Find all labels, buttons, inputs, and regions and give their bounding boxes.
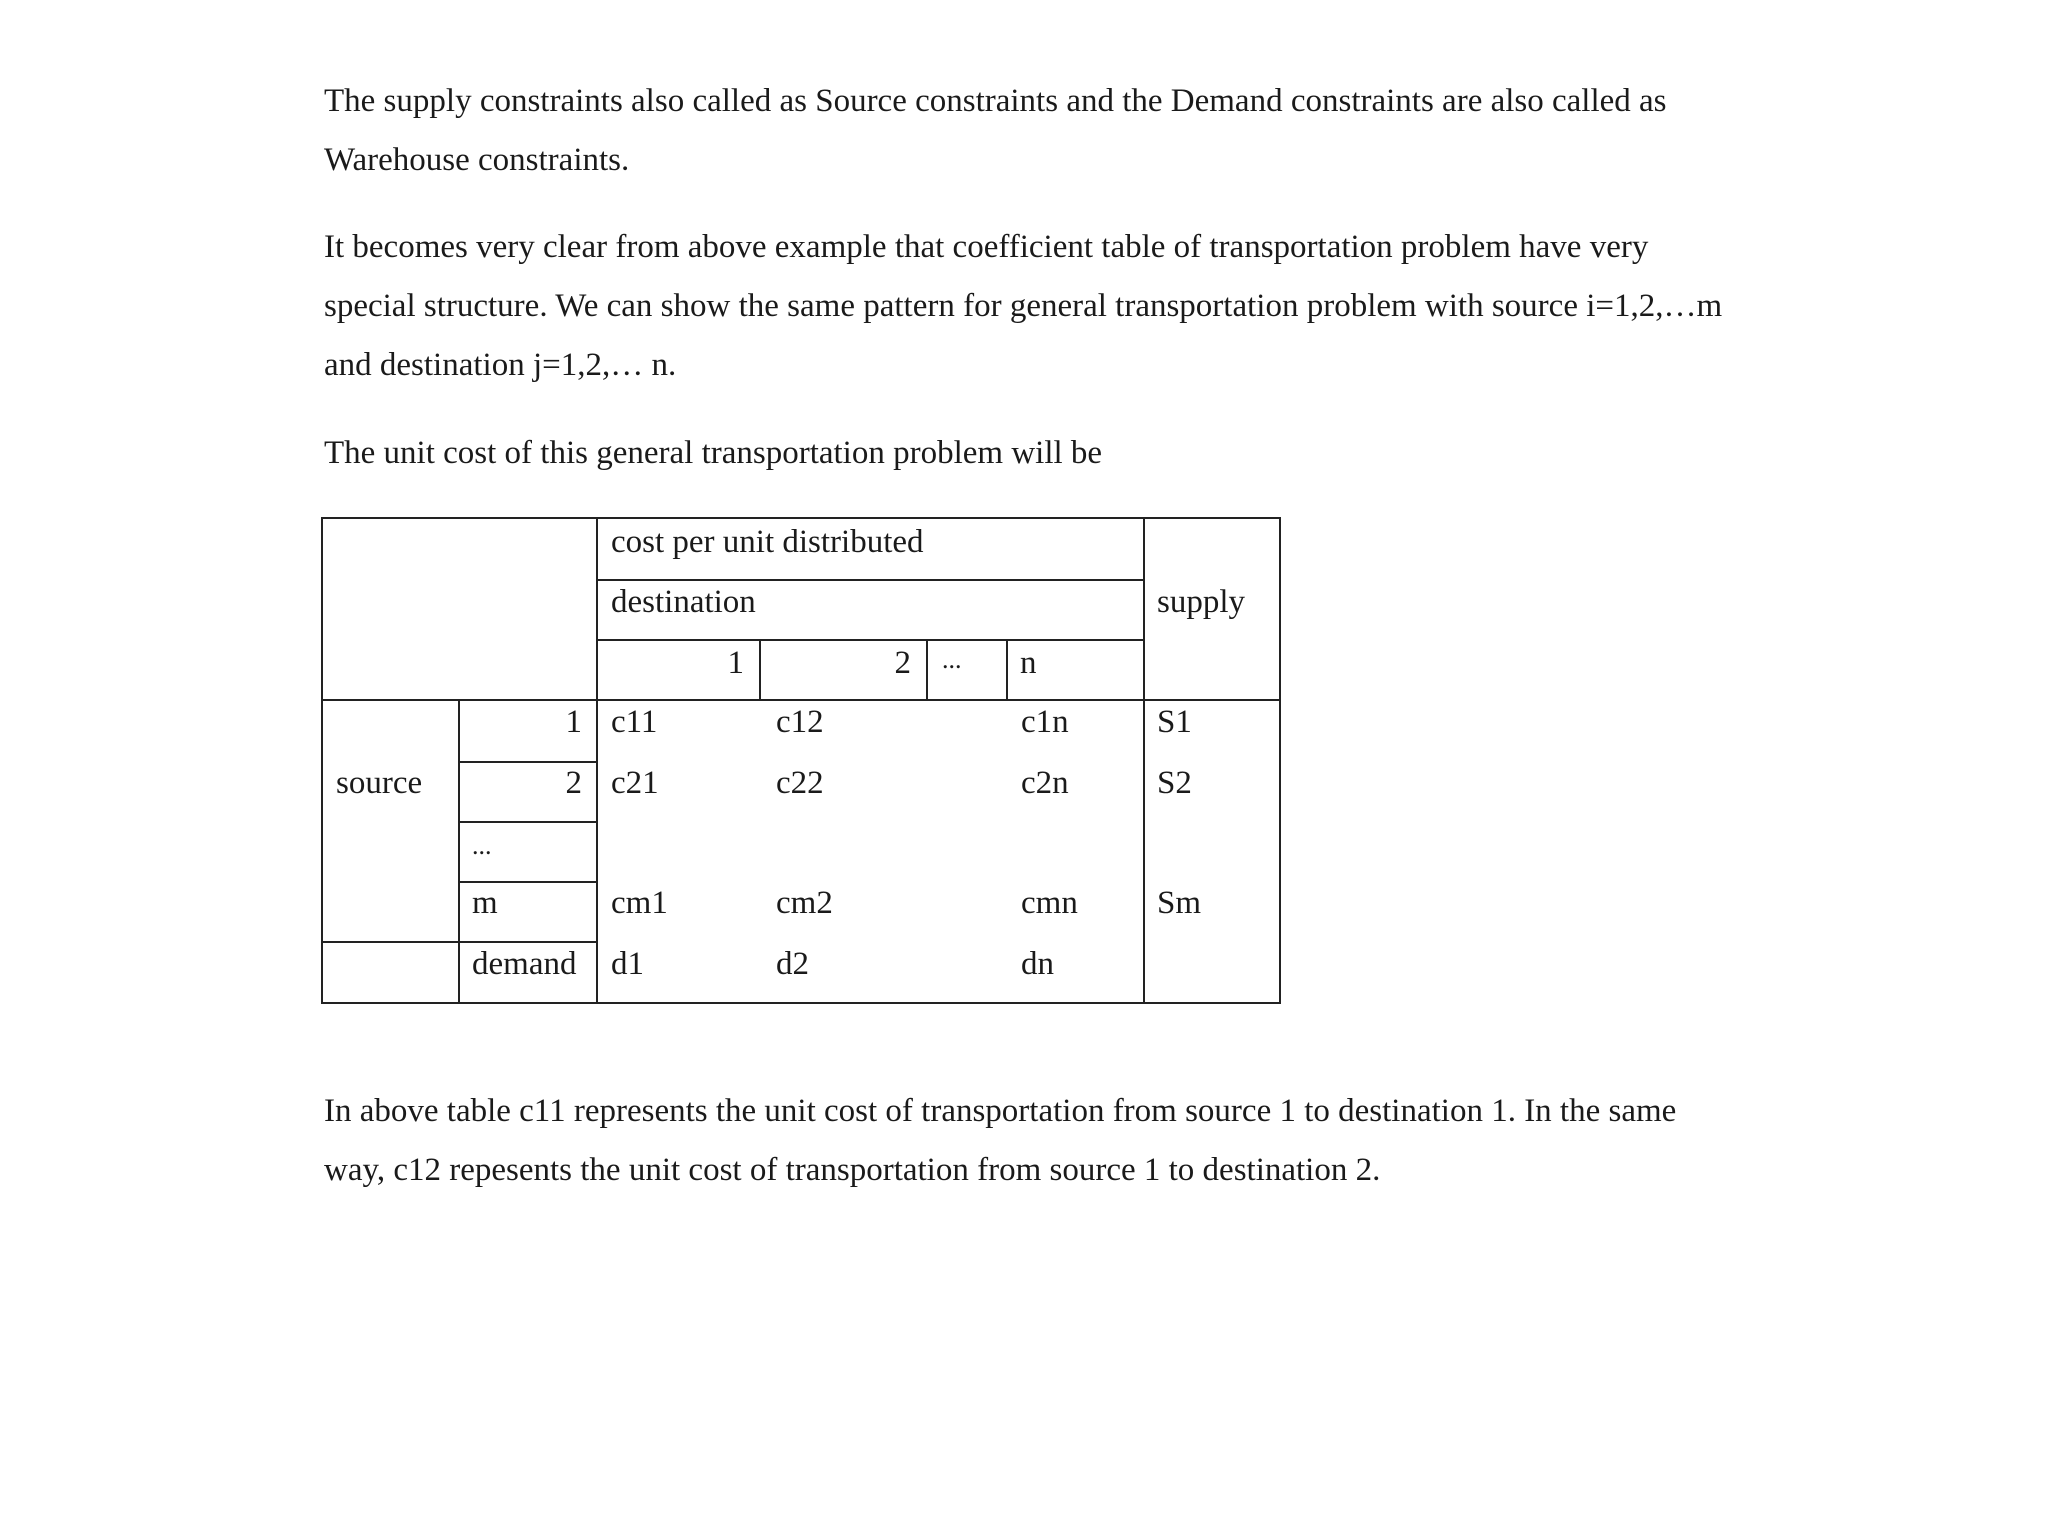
table-line — [596, 639, 1145, 641]
table-border-top — [321, 517, 1281, 519]
paragraph-unit-cost-intro: The unit cost of this general transportation problem will be — [324, 435, 1103, 471]
source-row-2: 2 — [565, 765, 582, 801]
table-line — [596, 579, 1145, 581]
cost-cell: c1n — [1021, 704, 1069, 740]
cost-cell: c2n — [1021, 765, 1069, 801]
table-line — [596, 517, 598, 1004]
table-line — [926, 639, 928, 701]
destination-header: destination — [611, 584, 756, 620]
demand-cell: d2 — [776, 946, 809, 982]
source-row-1: 1 — [565, 704, 582, 740]
table-border-left — [321, 517, 323, 1004]
cost-cell: c11 — [611, 704, 658, 740]
table-line — [759, 639, 761, 701]
table-line — [458, 821, 598, 823]
demand-label: demand — [472, 946, 577, 982]
cost-cell: c21 — [611, 765, 659, 801]
dest-col-n: n — [1020, 645, 1037, 681]
source-row-m: m — [472, 885, 498, 921]
demand-cell: dn — [1021, 946, 1054, 982]
table-border-right — [1279, 517, 1281, 1004]
cost-header: cost per unit distributed — [611, 524, 924, 560]
source-row-ellipsis: ... — [472, 831, 492, 860]
table-line — [321, 941, 598, 943]
table-line — [321, 699, 1281, 701]
supply-cell: S2 — [1157, 765, 1192, 801]
cost-cell: c12 — [776, 704, 824, 740]
dest-col-1: 1 — [727, 645, 744, 681]
cost-cell: cm1 — [611, 885, 668, 921]
table-border-bottom — [321, 1002, 1281, 1004]
table-line — [458, 699, 460, 1004]
supply-header: supply — [1157, 584, 1246, 620]
paragraph-supply-constraints: The supply constraints also called as Source constraints and the Demand constraints are also called as Warehouse constraints. — [324, 83, 1667, 178]
cost-cell: cm2 — [776, 885, 833, 921]
table-line — [1006, 639, 1008, 701]
demand-cell: d1 — [611, 946, 644, 982]
cost-cell: cmn — [1021, 885, 1078, 921]
supply-cell: S1 — [1157, 704, 1192, 740]
source-label: source — [336, 765, 423, 801]
paragraph-coefficient-structure: It becomes very clear from above example that coefficient table of transportation problem have very special structure. We can show the same pattern for general transportation problem with source i=1,2,…m and destination j=1,2,… n. — [324, 229, 1723, 383]
cost-cell: c22 — [776, 765, 824, 801]
table-line — [1143, 517, 1145, 1004]
paragraph-table-explanation: In above table c11 represents the unit cost of transportation from source 1 to destination 1. In the same way, c12 repesents the unit cost of transportation from source 1 to destination 2. — [324, 1093, 1677, 1188]
supply-cell: Sm — [1157, 885, 1202, 921]
dest-col-ellipsis: ... — [942, 645, 962, 674]
dest-col-2: 2 — [894, 645, 911, 681]
